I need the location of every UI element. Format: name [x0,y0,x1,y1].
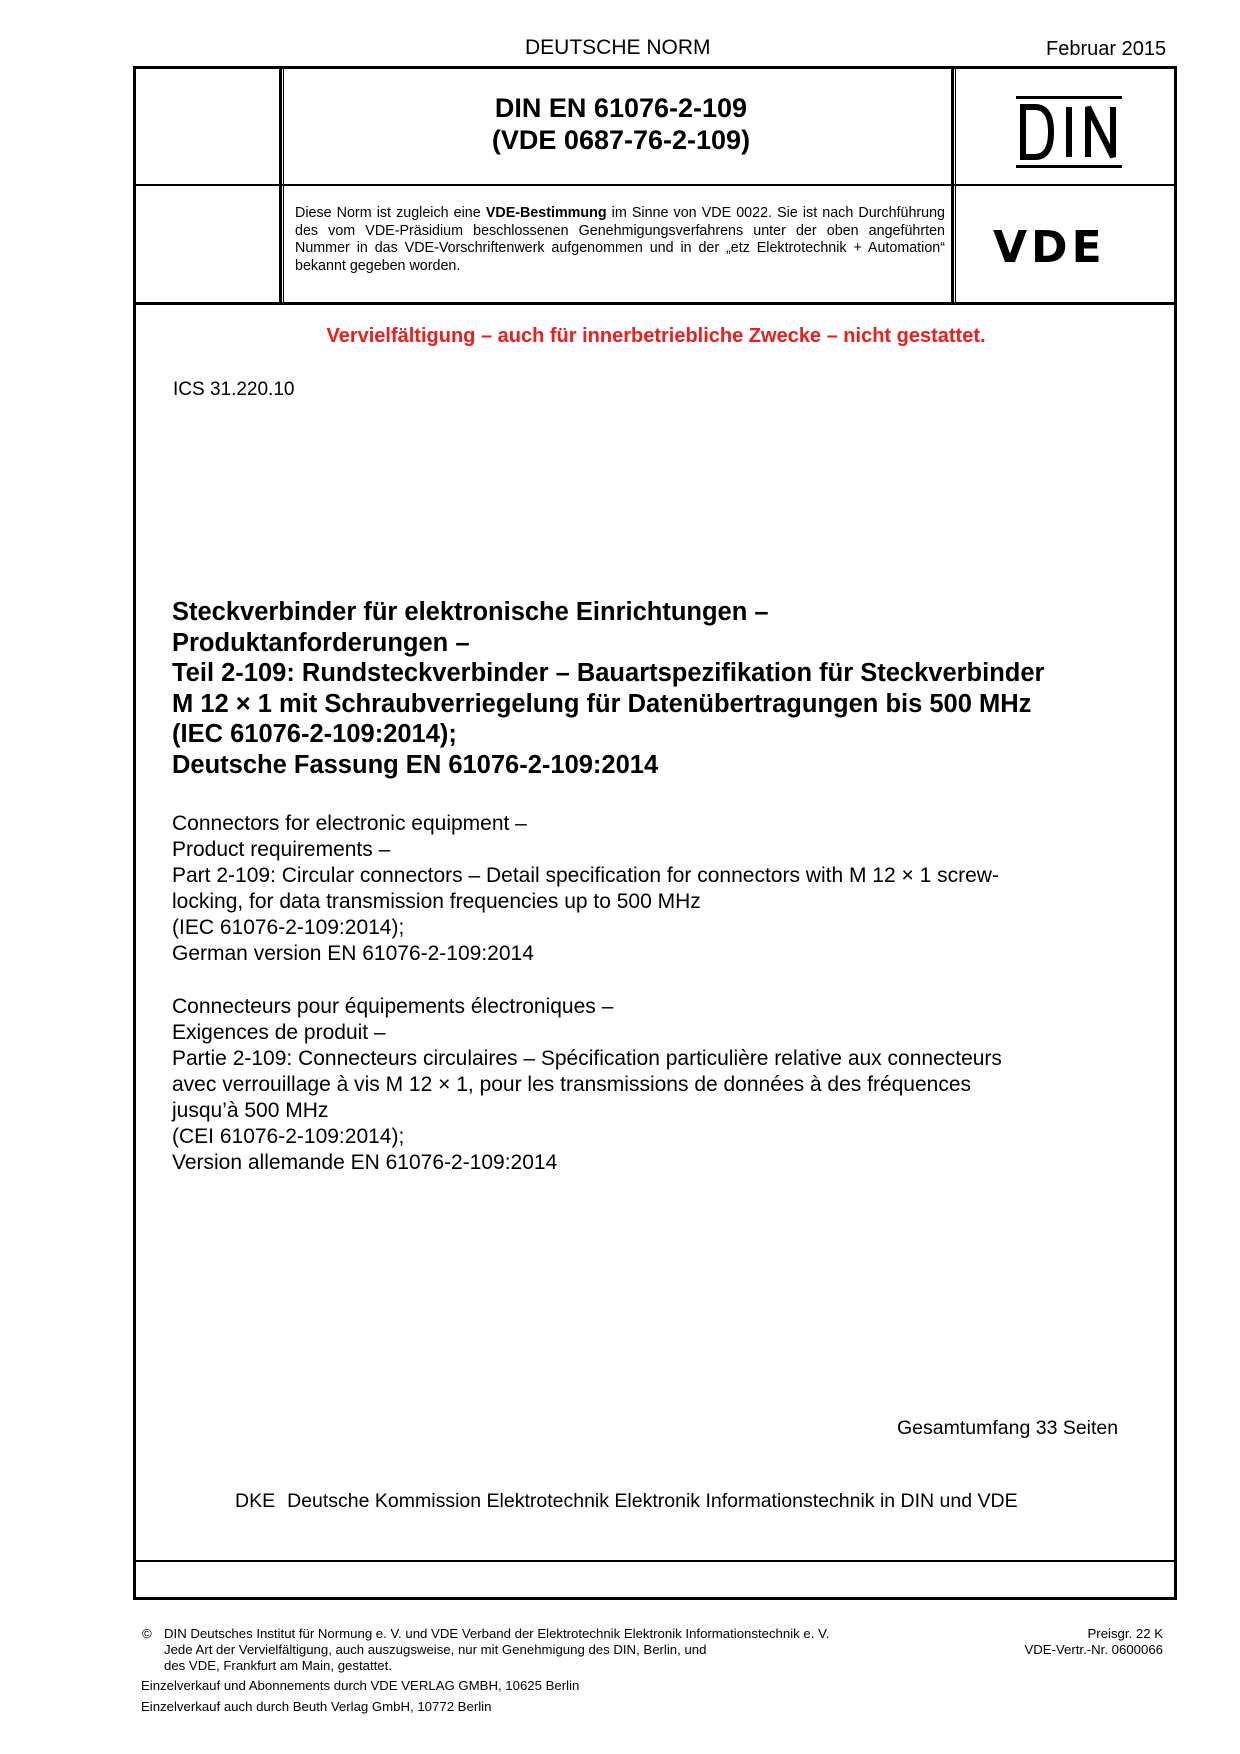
reproduction-warning: Vervielfältigung – auch für innerbetriebliche Zwecke – nicht gestattet. [326,325,986,347]
standard-number-vde: (VDE 0687-76-2-109) [491,125,751,155]
standard-number [286,92,956,156]
ics-code: ICS 31.220.10 [173,379,295,400]
title-english-line: Connectors for electronic equipment – [172,812,527,835]
title-german [172,597,1132,780]
title-french-line: Exigences de produit – [172,1021,386,1044]
title-english-line: locking, for data transmission frequencies up to 500 MHz [172,890,701,913]
title-french [172,994,1132,1176]
dke-abbreviation: DKE [235,1490,276,1512]
title-english-line: Part 2-109: Circular connectors – Detail specification for connectors with M 12 × 1 screw- [172,864,999,887]
frame-divider-footer [133,1560,1177,1562]
din-logo [1013,96,1125,168]
title-english-line: (IEC 61076-2-109:2014); [172,916,405,939]
total-pages: Gesamtumfang 33 Seiten [897,1417,1119,1439]
sales-info-beuth: Einzelverkauf auch durch Beuth Verlag GmbH, 10772 Berlin [141,1699,492,1714]
title-english [172,811,1132,967]
title-german-line: Produktanforderungen – [172,628,470,657]
vde-note-text-start: Diese Norm ist zugleich eine [295,205,486,221]
title-french-line: Connecteurs pour équipements électroniques – [172,995,614,1018]
title-french-line: Partie 2-109: Connecteurs circulaires – Spécification particulière relative aux connecteurs [172,1047,1002,1070]
sales-info-vde: Einzelverkauf und Abonnements durch VDE VERLAG GMBH, 10625 Berlin [141,1678,580,1693]
vde-logo: VDE [993,222,1106,273]
frame-thin-left [283,66,284,305]
copyright-icon: © [142,1626,152,1641]
title-french-line: avec verrouillage à vis M 12 × 1, pour les transmissions de données à des fréquences [172,1073,972,1096]
vde-note-text-end: im Sinne von VDE 0022. Sie ist nach Durchführung des vom VDE-Präsidium beschlossenen Genehmigungsverfahrens unter der oben angeführten Nummer in das VDE-Vorschriftenwerk aufgenommen und in der „etz Elektrotechnik + Automation“ bekannt gegeben worden. [295,205,946,274]
title-german-line: M 12 × 1 mit Schraubverriegelung für Datenübertragungen bis 500 MHz [172,689,1032,718]
title-english-line: Product requirements – [172,838,391,861]
frame-divider-header [133,184,1177,186]
copyright-line: DIN Deutsches Institut für Normung e. V. und VDE Verband der Elektrotechnik Elektronik Informationstechnik e. V. [164,1626,830,1641]
document-type-label: DEUTSCHE NORM [525,36,711,59]
standard-number-din: DIN EN 61076-2-109 [494,93,748,123]
footer-price-info [980,1626,1163,1658]
dke-full-name: Deutsche Kommission Elektrotechnik Elektronik Informationstechnik in DIN und VDE [287,1490,1018,1512]
price-group: Preisgr. 22 K [1087,1626,1163,1641]
title-german-line: Steckverbinder für elektronische Einrichtungen – [172,598,769,626]
title-german-line: Deutsche Fassung EN 61076-2-109:2014 [172,750,659,779]
frame-divider-note [133,302,1177,305]
vde-distribution-number: VDE-Vertr.-Nr. 0600066 [1024,1642,1163,1657]
publication-date: Februar 2015 [1046,38,1167,60]
vde-note-emphasis: VDE-Bestimmung [485,205,607,221]
title-german-line: Teil 2-109: Rundsteckverbinder – Bauartspezifikation für Steckverbinder [172,659,1045,687]
copyright-line: Jede Art der Vervielfältigung, auch auszugsweise, nur mit Genehmigung des DIN, Berlin, und [164,1642,707,1657]
vde-regulation-note [295,205,945,275]
dke-committee [235,1490,1018,1513]
title-german-line: (IEC 61076-2-109:2014); [172,720,457,748]
title-french-line: jusqu’à 500 MHz [172,1099,329,1122]
copyright-line: des VDE, Frankfurt am Main, gestattet. [164,1658,392,1673]
footer-copyright [142,1626,932,1674]
title-french-line: Version allemande EN 61076-2-109:2014 [172,1151,558,1174]
title-french-line: (CEI 61076-2-109:2014); [172,1125,405,1148]
title-english-line: German version EN 61076-2-109:2014 [172,942,534,965]
